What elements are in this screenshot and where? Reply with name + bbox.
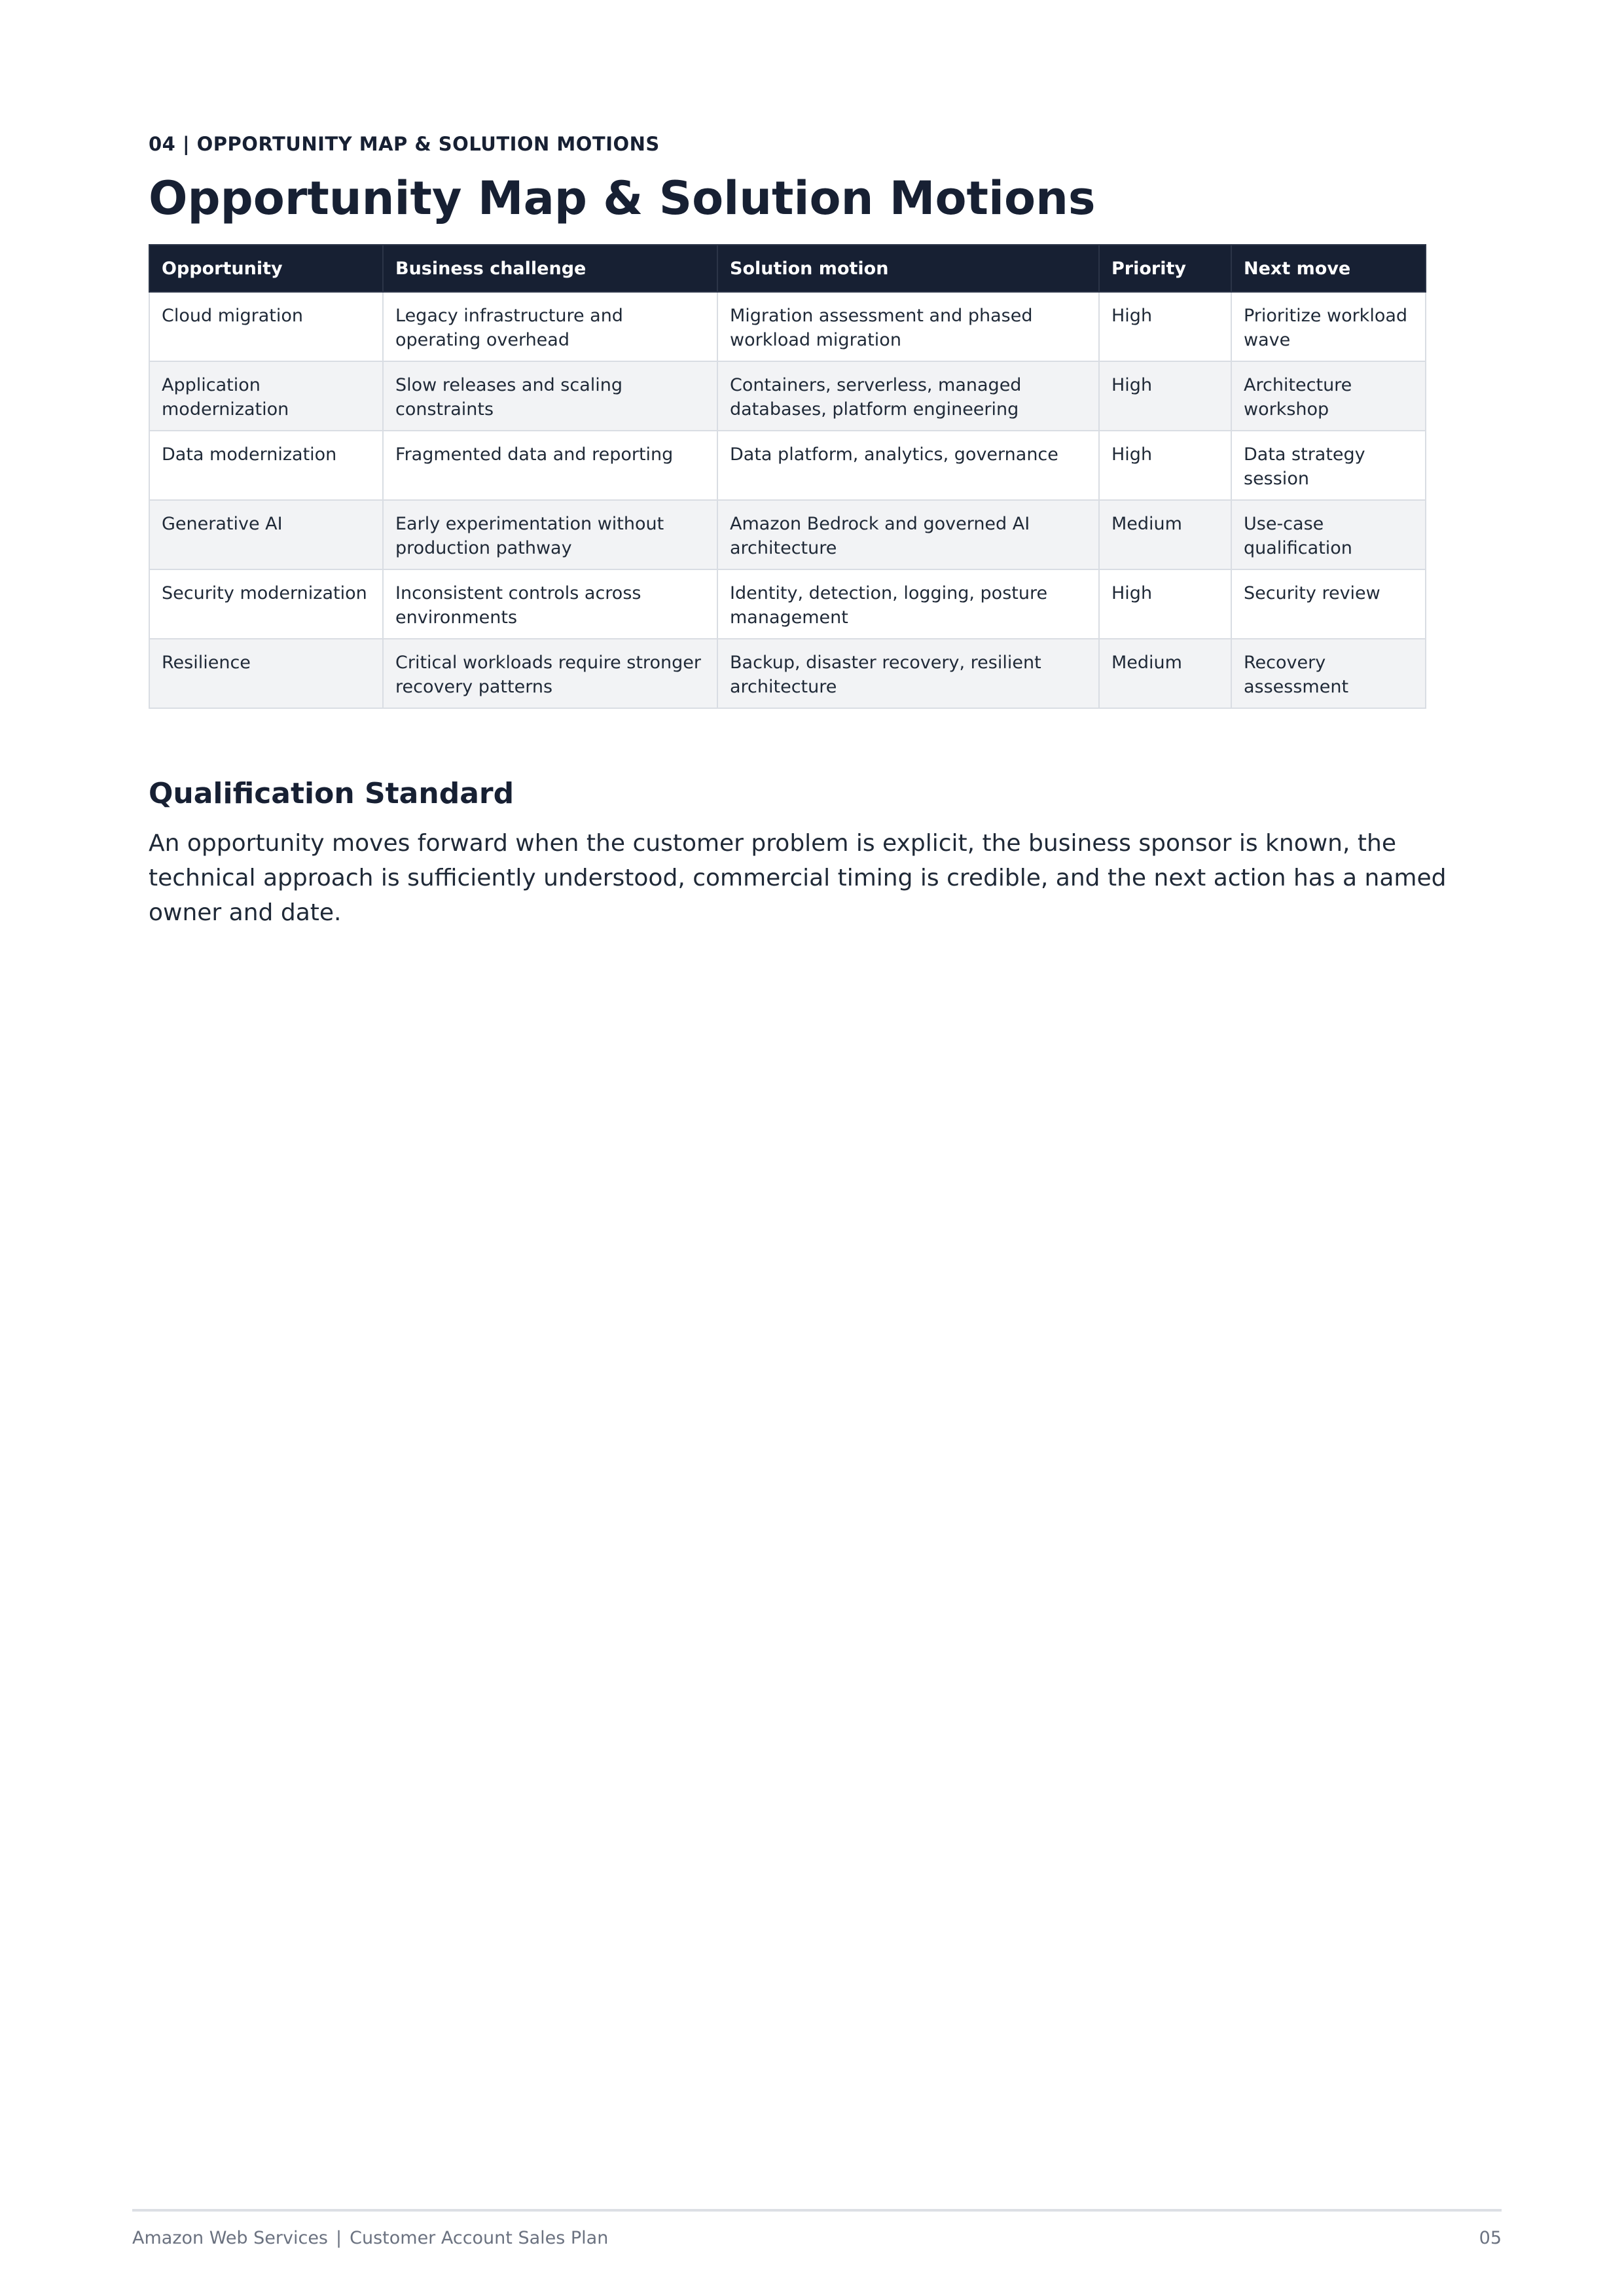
footer-divider bbox=[132, 2209, 1502, 2212]
cell-solution-motion: Containers, serverless, managed databases, platform engineering bbox=[717, 361, 1099, 431]
page-number: 05 bbox=[1479, 2228, 1502, 2248]
cell-next-move: Recovery assessment bbox=[1231, 639, 1426, 708]
cell-opportunity: Data modernization bbox=[149, 431, 383, 500]
cell-next-move: Data strategy session bbox=[1231, 431, 1426, 500]
footer-separator: | bbox=[336, 2228, 342, 2248]
cell-next-move: Prioritize workload wave bbox=[1231, 292, 1426, 361]
cell-opportunity: Generative AI bbox=[149, 500, 383, 569]
cell-solution-motion: Migration assessment and phased workload migration bbox=[717, 292, 1099, 361]
qualification-heading: Qualification Standard bbox=[149, 777, 514, 810]
cell-priority: High bbox=[1099, 431, 1231, 500]
cell-priority: High bbox=[1099, 569, 1231, 639]
table-row bbox=[149, 569, 1426, 639]
cell-opportunity: Application modernization bbox=[149, 361, 383, 431]
cell-opportunity: Security modernization bbox=[149, 569, 383, 639]
cell-next-move: Architecture workshop bbox=[1231, 361, 1426, 431]
cell-business-challenge: Critical workloads require stronger recovery patterns bbox=[383, 639, 717, 708]
cell-solution-motion: Data platform, analytics, governance bbox=[717, 431, 1099, 500]
cell-business-challenge: Slow releases and scaling constraints bbox=[383, 361, 717, 431]
cell-priority: Medium bbox=[1099, 639, 1231, 708]
cell-priority: High bbox=[1099, 361, 1231, 431]
table-header-row bbox=[149, 245, 1426, 292]
header-business-challenge: Business challenge bbox=[383, 245, 717, 292]
cell-business-challenge: Inconsistent controls across environments bbox=[383, 569, 717, 639]
qualification-body: An opportunity moves forward when the customer problem is explicit, the business sponsor is known, the technical approach is sufficiently understood, commercial timing is credible, and the next action has a named owner and date. bbox=[149, 830, 1447, 926]
footer-company: Amazon Web Services bbox=[132, 2228, 329, 2248]
cell-business-challenge: Legacy infrastructure and operating overhead bbox=[383, 292, 717, 361]
cell-business-challenge: Early experimentation without production pathway bbox=[383, 500, 717, 569]
table-row bbox=[149, 292, 1426, 361]
cell-solution-motion: Identity, detection, logging, posture management bbox=[717, 569, 1099, 639]
cell-solution-motion: Backup, disaster recovery, resilient architecture bbox=[717, 639, 1099, 708]
cell-solution-motion: Amazon Bedrock and governed AI architecture bbox=[717, 500, 1099, 569]
cell-opportunity: Cloud migration bbox=[149, 292, 383, 361]
table-row bbox=[149, 639, 1426, 708]
table-row bbox=[149, 500, 1426, 569]
footer-text bbox=[132, 2227, 608, 2250]
table-row bbox=[149, 431, 1426, 500]
table-row bbox=[149, 361, 1426, 431]
cell-next-move: Use-case qualification bbox=[1231, 500, 1426, 569]
footer-document-title: Customer Account Sales Plan bbox=[350, 2228, 609, 2248]
cell-priority: Medium bbox=[1099, 500, 1231, 569]
section-label: 04 | OPPORTUNITY MAP & SOLUTION MOTIONS bbox=[149, 133, 660, 155]
header-solution-motion: Solution motion bbox=[717, 245, 1099, 292]
header-opportunity: Opportunity bbox=[149, 245, 383, 292]
cell-opportunity: Resilience bbox=[149, 639, 383, 708]
header-next-move: Next move bbox=[1231, 245, 1426, 292]
cell-next-move: Security review bbox=[1231, 569, 1426, 639]
page-title: Opportunity Map & Solution Motions bbox=[149, 171, 1096, 225]
opportunity-table bbox=[149, 244, 1426, 709]
cell-business-challenge: Fragmented data and reporting bbox=[383, 431, 717, 500]
header-priority: Priority bbox=[1099, 245, 1231, 292]
cell-priority: High bbox=[1099, 292, 1231, 361]
